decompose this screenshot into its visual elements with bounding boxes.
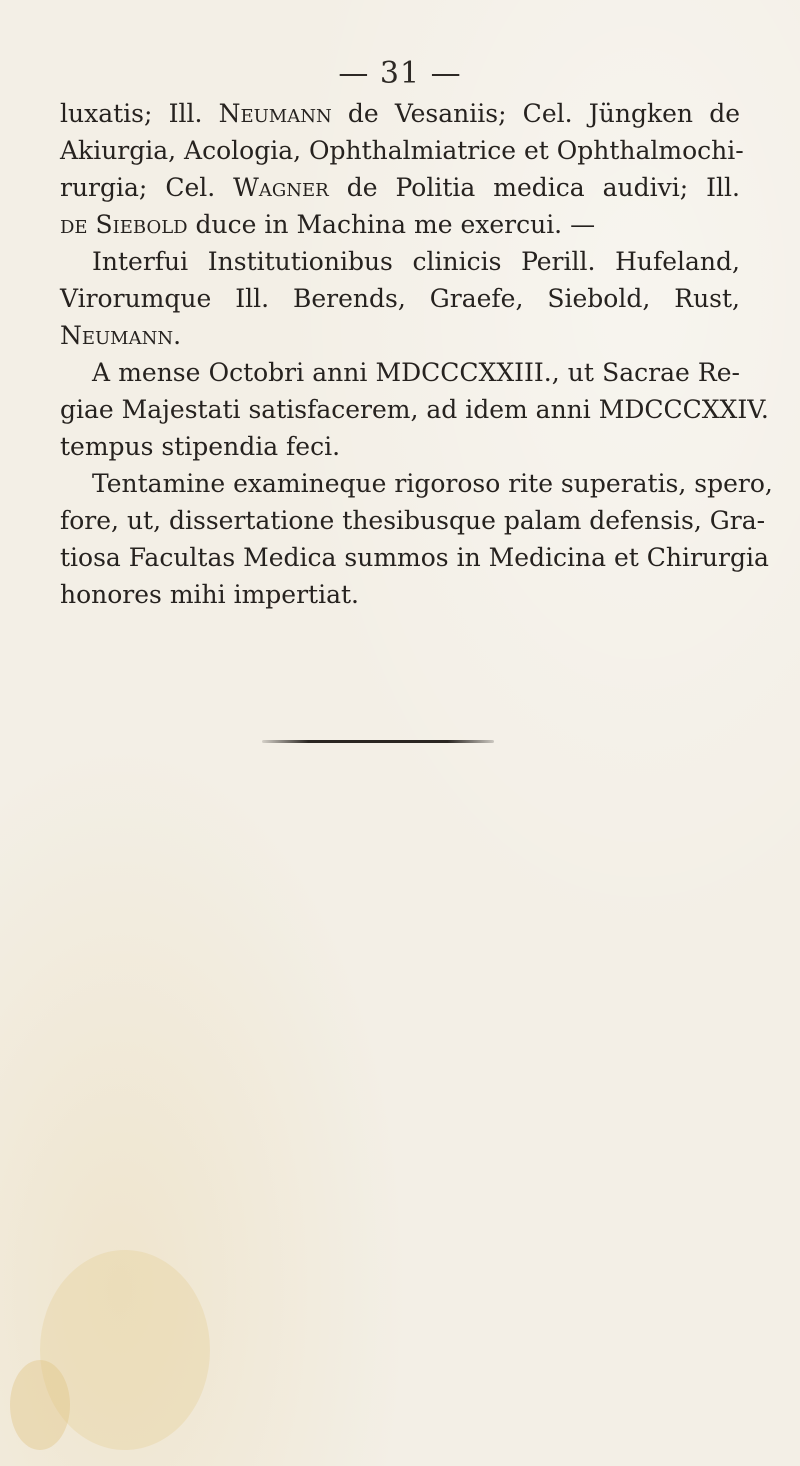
section-divider (262, 740, 494, 743)
text-line-14: honores mihi impertiat. (60, 580, 359, 609)
text-line-4: de Siebold duce in Machina me exercui. — (60, 210, 596, 239)
text-line-3: rurgia; Cel. Wagner de Politia medica audivi; Ill. (60, 173, 740, 202)
page-number: — 31 — (338, 56, 462, 91)
text-line-1: luxatis; Ill. Neumann de Vesaniis; Cel. Jüngken de (60, 99, 740, 128)
text-line-10: tempus stipendia feci. (60, 432, 341, 461)
text-line-13: tiosa Facultas Medica summos in Medicina et Chirurgia (60, 543, 769, 572)
text-line-7: Neumann. (60, 321, 182, 350)
text-line-12: fore, ut, dissertatione thesibusque palam defensis, Gra- (60, 506, 766, 535)
text-line-2: Akiurgia, Acologia, Ophthalmiatrice et Ophthalmochi- (60, 136, 744, 165)
text-line-6: Virorumque Ill. Berends, Graefe, Siebold, Rust, (60, 284, 740, 313)
text-line-8: A mense Octobri anni MDCCCXXIII., ut Sacrae Re- (92, 358, 740, 387)
body-text (60, 95, 773, 613)
paper-stain (10, 1360, 70, 1450)
text-line-5: Interfui Institutionibus clinicis Perill. Hufeland, (92, 247, 740, 276)
text-line-9: giae Majestati satisfacerem, ad idem anni MDCCCXXIV. (60, 395, 769, 424)
text-line-11: Tentamine examineque rigoroso rite superatis, spero, (92, 469, 773, 498)
